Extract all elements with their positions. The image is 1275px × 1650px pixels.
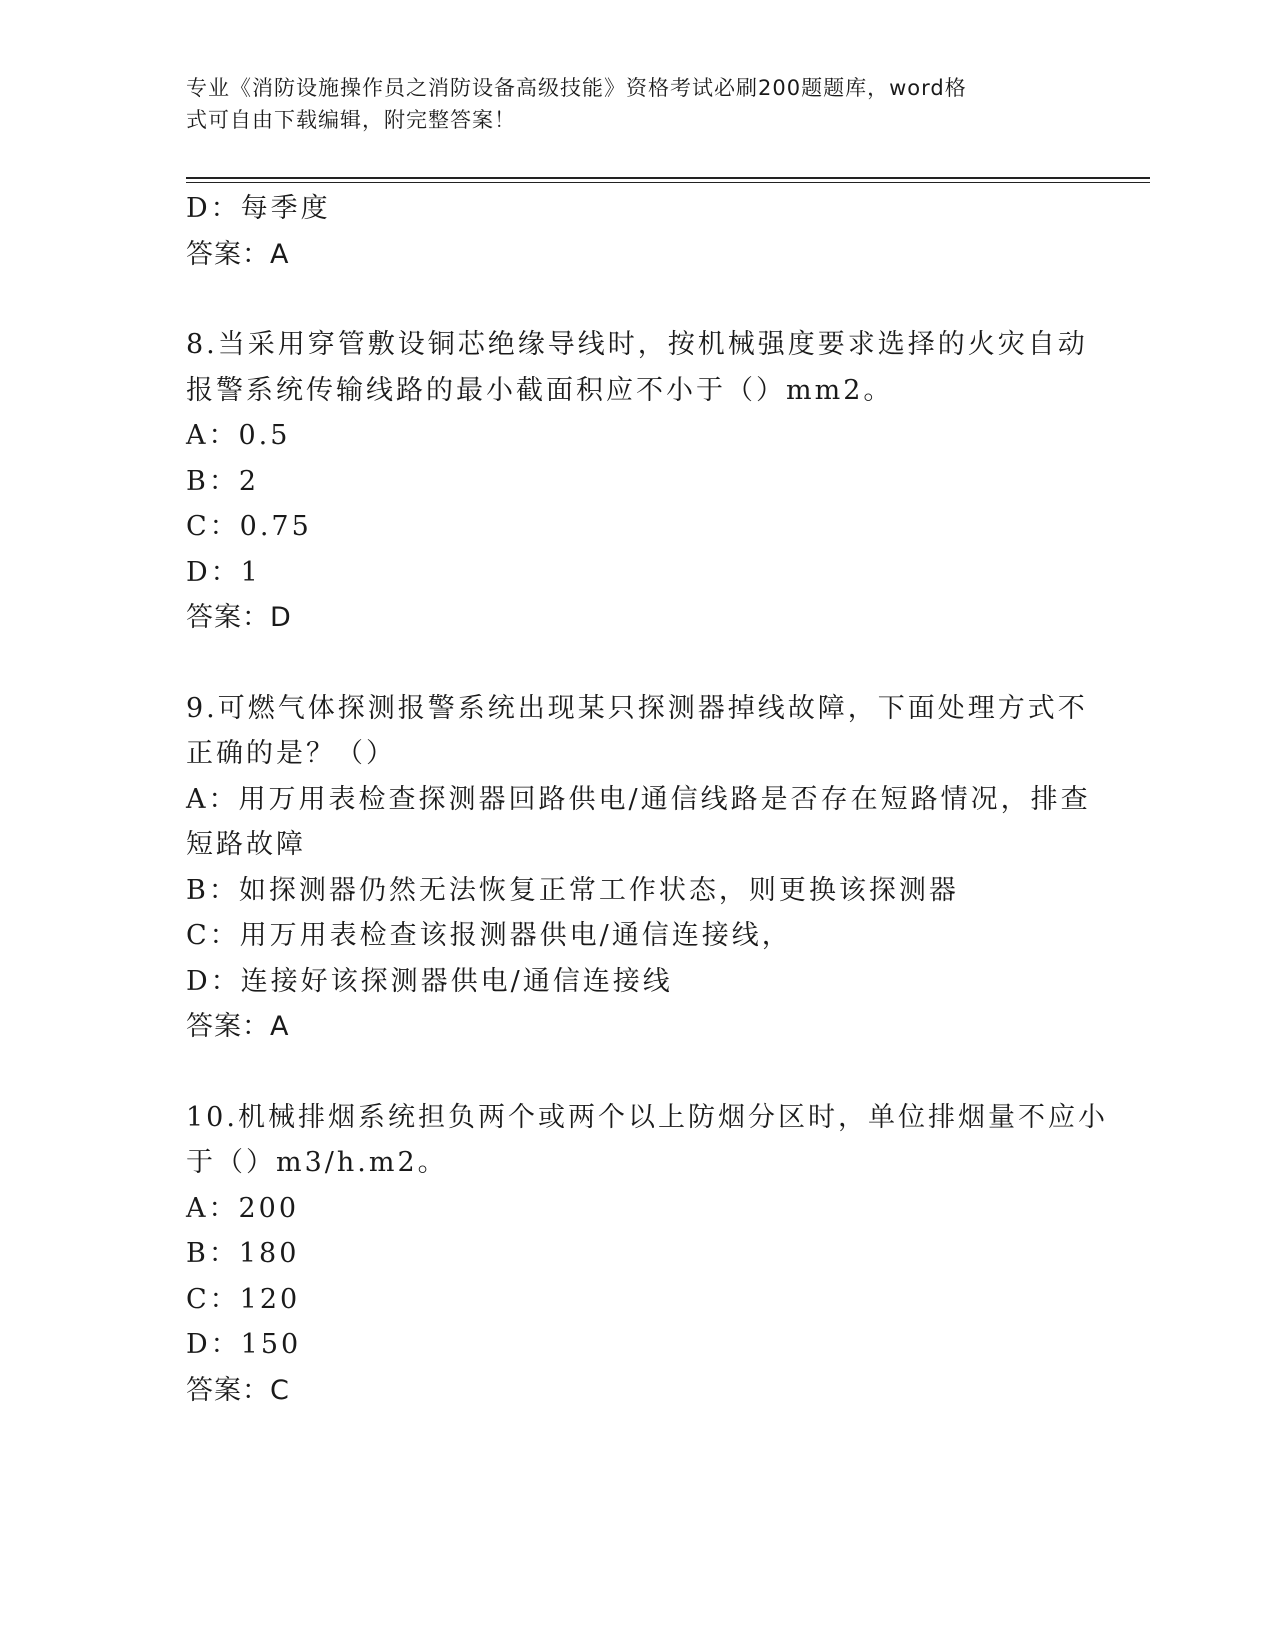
header-line-2: 式可自由下载编辑，附完整答案！ xyxy=(186,108,516,132)
q9-option-c: C：用万用表检查该报测器供电/通信连接线， xyxy=(186,920,792,951)
q8-stem-line-1: 8.当采用穿管敷设铜芯绝缘导线时，按机械强度要求选择的火灾自动 xyxy=(186,329,1088,360)
q10-stem-line-1: 10.机械排烟系统担负两个或两个以上防烟分区时，单位排烟量不应小 xyxy=(186,1101,1108,1133)
q10-option-d: D：150 xyxy=(186,1329,302,1360)
q8-option-c: C：0.75 xyxy=(186,511,312,542)
document-header xyxy=(186,72,1066,136)
q9-stem-line-2: 正确的是？（） xyxy=(186,738,396,769)
q8-option-d: D：1 xyxy=(186,556,261,588)
q10-answer: 答案：C xyxy=(186,1374,290,1406)
spacer xyxy=(186,277,1086,322)
spacer xyxy=(186,1050,1086,1095)
q9-answer: 答案：A xyxy=(186,1011,290,1042)
q9-option-b: B：如探测器仍然无法恢复正常工作状态，则更换该探测器 xyxy=(186,874,959,906)
question-list xyxy=(186,186,1108,1413)
q9-option-d: D：连接好该探测器供电/通信连接线 xyxy=(186,965,673,997)
q10-option-b: B：180 xyxy=(186,1238,300,1269)
question-9 xyxy=(186,686,1091,1050)
question-8 xyxy=(186,322,1086,641)
header-line-1: 专业《消防设施操作员之消防设备高级技能》资格考试必刷200题题库，word格 xyxy=(186,76,967,100)
q8-option-a: A：0.5 xyxy=(186,420,291,451)
q10-option-c: C：120 xyxy=(186,1283,301,1315)
q7-option-d: D：每季度 xyxy=(186,193,331,224)
q9-option-a-line-2: 短路故障 xyxy=(186,829,306,860)
header-divider-thin xyxy=(186,182,1150,183)
q7-answer: 答案：A xyxy=(186,238,290,270)
q8-option-b: B：2 xyxy=(186,465,260,497)
q9-option-a-line-1: A：用万用表检查探测器回路供电/通信线路是否存在短路情况，排查 xyxy=(186,783,1091,815)
spacer xyxy=(186,641,1086,686)
q8-stem-line-2: 报警系统传输线路的最小截面积应不小于（）mm2。 xyxy=(186,374,894,406)
header-divider-thick xyxy=(186,177,1150,179)
q8-answer: 答案：D xyxy=(186,602,292,633)
q9-stem-line-1: 9.可燃气体探测报警系统出现某只探测器掉线故障，下面处理方式不 xyxy=(186,692,1088,724)
question-7-tail xyxy=(186,186,1086,277)
q10-stem-line-2: 于（）m3/h.m2。 xyxy=(186,1147,448,1178)
question-10 xyxy=(186,1095,1108,1414)
q10-option-a: A：200 xyxy=(186,1192,300,1224)
